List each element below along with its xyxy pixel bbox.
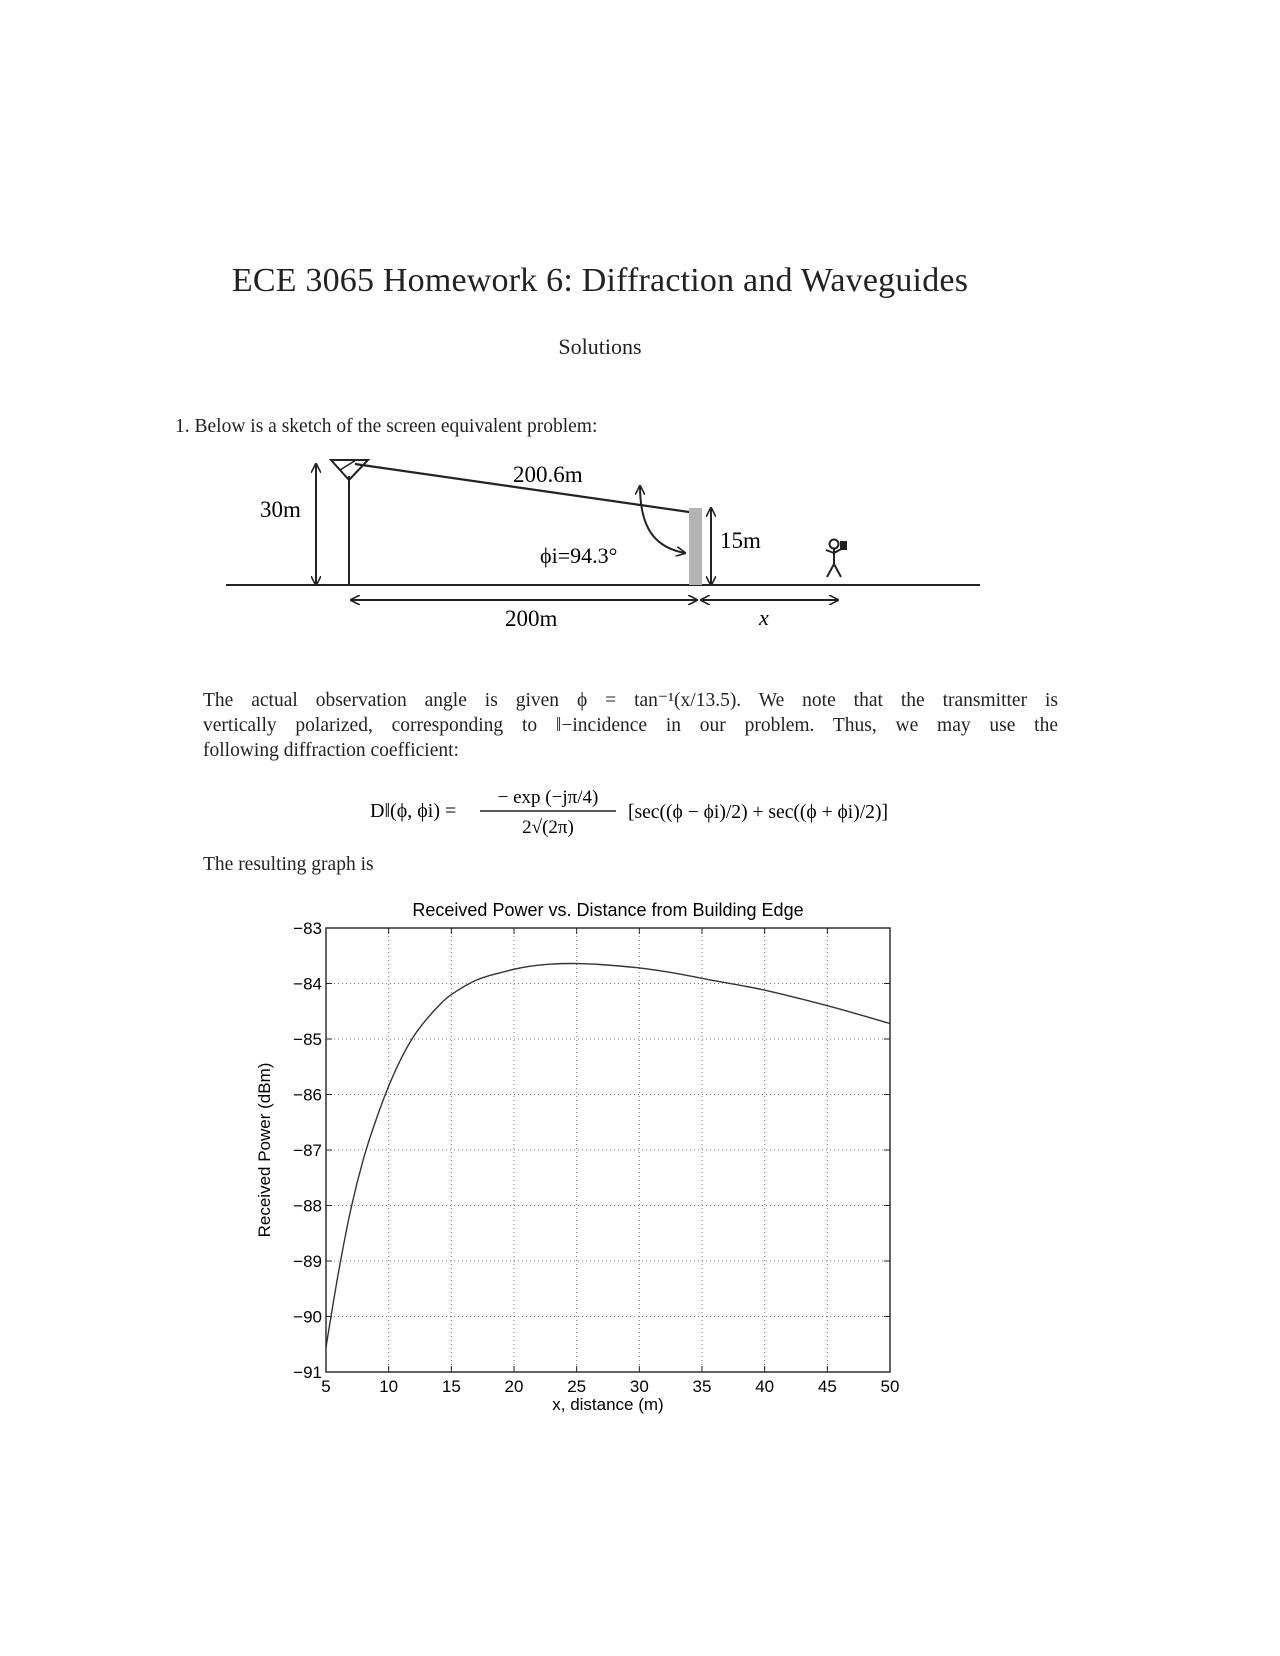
graph-intro: The resulting graph is (203, 854, 374, 875)
equation-bracket-term: [sec((ϕ − ϕi)/2) + sec((ϕ + ϕi)/2)] (628, 801, 888, 823)
y-tick-label: −90 (293, 1307, 322, 1327)
tx-height-label: 30m (260, 497, 301, 522)
y-tick-label: −88 (293, 1196, 322, 1216)
equation-numerator: − exp (−jπ/4) (497, 787, 599, 808)
x-tick-label: 15 (441, 1377, 461, 1396)
building-screen (689, 508, 702, 585)
observer-person-icon (826, 540, 846, 578)
y-axis-label: Received Power (dBm) (255, 1062, 274, 1238)
x-tick-label: 5 (321, 1377, 331, 1396)
paragraph-line: The actual observation angle is given ϕ = tan⁻¹(x/13.5). We note that the transmitter is (203, 690, 1058, 711)
y-tick-label: −83 (293, 919, 322, 938)
screen-equivalent-sketch (0, 440, 1280, 650)
y-tick-label: −87 (293, 1141, 322, 1160)
y-tick-label: −91 (293, 1363, 322, 1382)
problem-intro (175, 414, 597, 439)
incidence-angle-arrow (640, 486, 685, 553)
document-title: ECE 3065 Homework 6: Diffraction and Waveguides (231, 262, 969, 299)
x-tick-label: 20 (504, 1377, 524, 1396)
x-tick-label: 35 (692, 1377, 712, 1396)
problem-number: 1. (175, 416, 190, 437)
document-subtitle: Solutions (558, 334, 642, 359)
incidence-angle-label: ϕi=94.3° (540, 543, 618, 568)
x-tick-label: 50 (880, 1377, 900, 1396)
path-length-label: 200.6m (513, 462, 583, 487)
observer-distance-label: x (759, 605, 769, 630)
x-tick-label: 30 (629, 1377, 649, 1396)
paragraph-line: following diffraction coefficient: (203, 740, 459, 761)
y-tick-label: −84 (293, 974, 322, 994)
chart-title: Received Power vs. Distance from Building Edge (412, 900, 804, 920)
x-tick-label: 40 (755, 1377, 775, 1396)
equation-denominator: 2√(2π) (522, 817, 574, 838)
chart-grid (326, 928, 890, 1372)
paragraph-line: vertically polarized, corresponding to ‖−incidence in our problem. Thus, we may use the (203, 715, 1058, 736)
chart-series-line (326, 963, 890, 1347)
x-tick-label: 10 (379, 1377, 399, 1396)
building-height-label: 15m (720, 528, 761, 553)
y-tick-label: −85 (293, 1030, 322, 1049)
problem-intro-text: Below is a sketch of the screen equivalent problem: (194, 416, 598, 437)
y-tick-label: −89 (293, 1252, 322, 1271)
observation-angle-paragraph (203, 688, 1058, 763)
diffraction-coefficient-equation (360, 775, 900, 845)
y-tick-label: −86 (293, 1085, 322, 1105)
x-ticks (321, 928, 899, 1396)
ground-distance-label: 200m (505, 606, 558, 631)
equation-lhs: D‖(ϕ, ϕi) = (370, 800, 457, 822)
x-axis-label: x, distance (m) (552, 1395, 664, 1414)
x-tick-label: 25 (567, 1377, 587, 1396)
x-tick-label: 45 (817, 1377, 837, 1396)
received-power-chart (240, 880, 960, 1450)
